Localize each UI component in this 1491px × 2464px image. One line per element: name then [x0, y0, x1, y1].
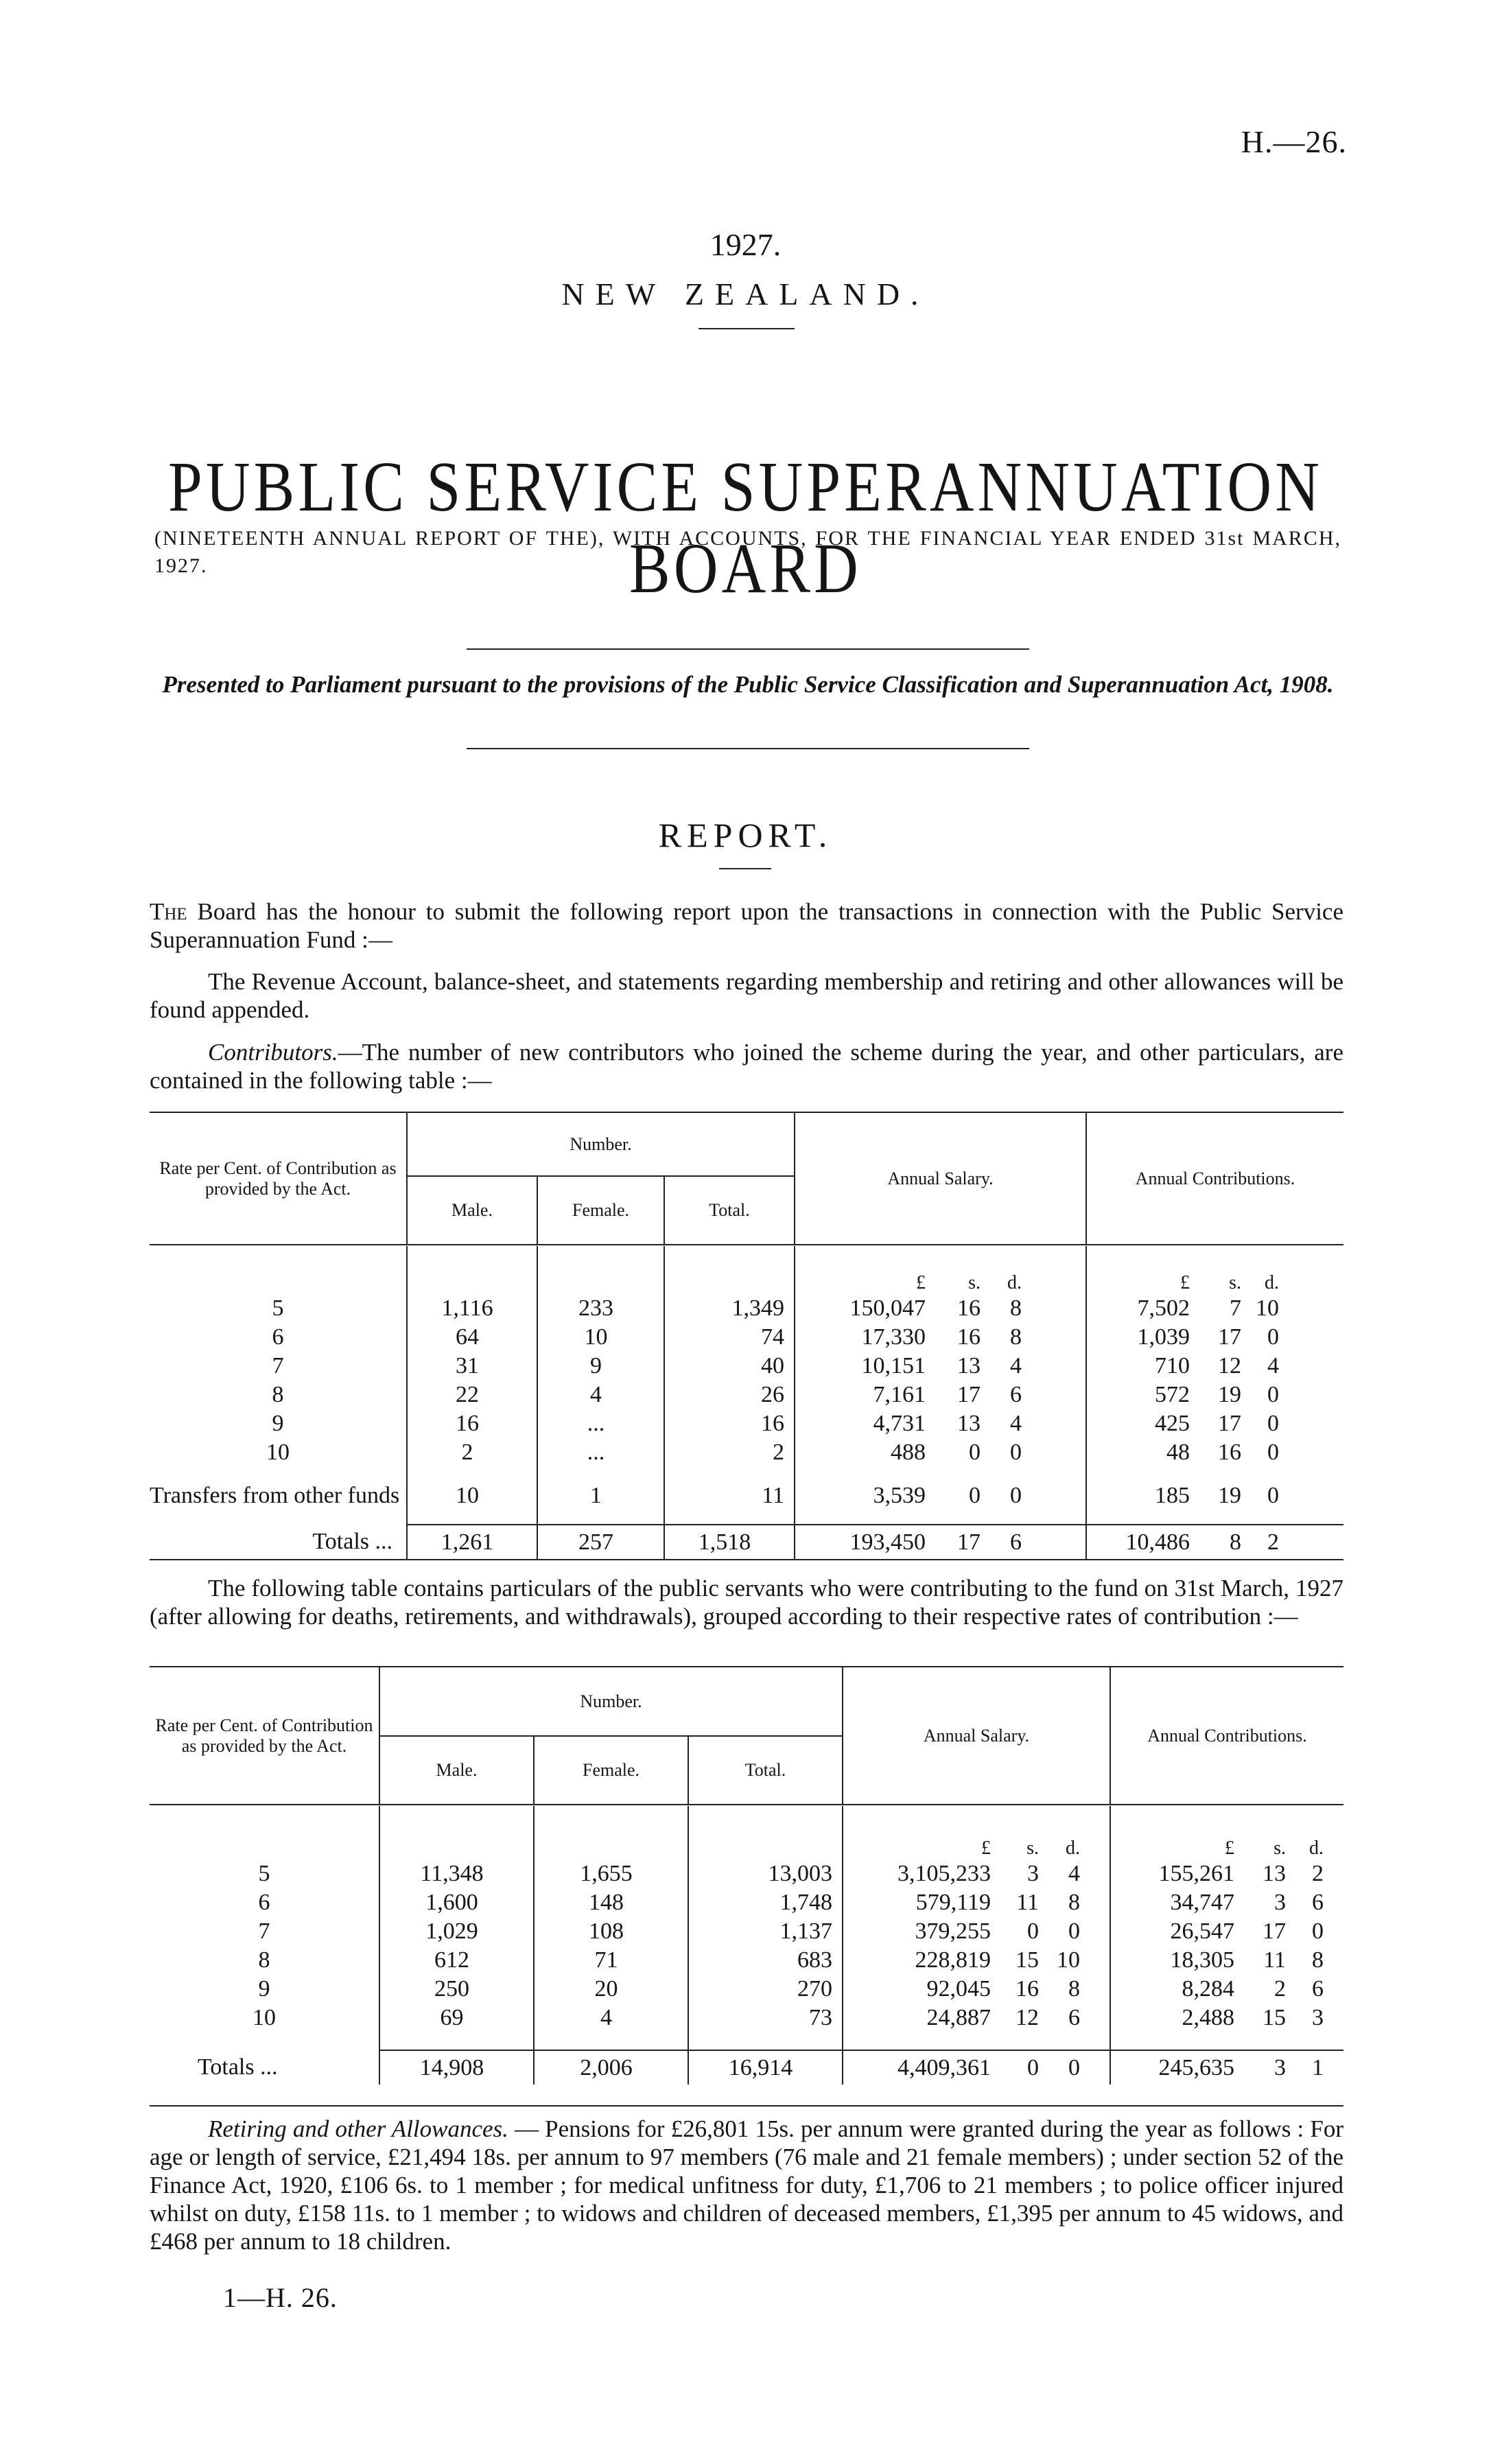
table-row [150, 1917, 1343, 1946]
row-salary: 228,819 15 10 [843, 1946, 1110, 1975]
totals-row [150, 1525, 1343, 1559]
row-contributions: 8,284 2 6 [1110, 1975, 1343, 2004]
salary-units: £ s. d. [843, 1806, 1110, 1859]
row-salary: 92,045 16 8 [843, 1975, 1110, 2004]
header-female: Female. [537, 1176, 664, 1245]
row-female: 4 [537, 1381, 664, 1409]
row-total: 1,137 [688, 1917, 843, 1946]
row-male: 31 [407, 1352, 537, 1381]
row-total: 2 [664, 1438, 795, 1467]
total-male: 1,261 [407, 1525, 537, 1559]
table-row [150, 1859, 1343, 1888]
row-salary: 3,105,233 3 4 [843, 1859, 1110, 1888]
total-female: 257 [537, 1525, 664, 1559]
header-total: Total. [664, 1176, 795, 1245]
table-row [150, 1352, 1343, 1381]
row-total: 26 [664, 1381, 795, 1409]
row-male: 16 [407, 1409, 537, 1438]
total-total: 1,518 [664, 1525, 795, 1559]
row-female: 108 [534, 1917, 688, 1946]
row-female: 233 [537, 1294, 664, 1323]
row-salary: 10,151 13 4 [795, 1352, 1086, 1381]
row-rate: 8 [272, 1382, 284, 1407]
total-female: 2,006 [534, 2050, 688, 2085]
row-contributions: 18,305 11 8 [1110, 1946, 1343, 1975]
row-rate: 6 [272, 1324, 284, 1350]
document-year: 1927. [709, 227, 782, 262]
table-rule [150, 2105, 1343, 2107]
row-male: 64 [407, 1323, 537, 1352]
row-female: 4 [534, 2004, 688, 2032]
row-salary: 488 0 0 [795, 1438, 1086, 1467]
row-female: ... [537, 1409, 664, 1438]
row-rate: 7 [258, 1919, 270, 1944]
table-row [150, 1438, 1343, 1467]
row-rate: 10 [266, 1440, 290, 1465]
header-salary: Annual Salary. [795, 1113, 1086, 1245]
header-total: Total. [688, 1736, 843, 1805]
table-row [150, 1294, 1343, 1323]
table-row [150, 1323, 1343, 1352]
table-row [150, 1975, 1343, 2004]
row-rate: 5 [258, 1861, 270, 1886]
lead-word: Contributors. [208, 1039, 338, 1066]
totals-label: Totals ... [312, 1529, 392, 1554]
paragraph-text: —The number of new contributors who joined the scheme during the year, and other particulars, are contained in the following table :— [150, 1039, 1343, 1094]
header-number: Number. [407, 1113, 795, 1176]
contrib-units: £ s. d. [1110, 1806, 1343, 1859]
row-total: 1,748 [688, 1888, 843, 1917]
row-salary: 379,255 0 0 [843, 1917, 1110, 1946]
row-contributions: 48 16 0 [1086, 1438, 1343, 1467]
total-contributions: 10,486 8 2 [1086, 1525, 1343, 1559]
row-contributions: 7,502 7 10 [1086, 1294, 1343, 1323]
total-total: 16,914 [688, 2050, 843, 2085]
salary-units: £ s. d. [795, 1246, 1086, 1294]
paragraph-accounts: The Revenue Account, balance-sheet, and statements regarding membership and retiring and other allowances will be found appended. [150, 968, 1343, 1023]
total-salary: 193,450 17 6 [795, 1525, 1086, 1559]
row-female: 1,655 [534, 1859, 688, 1888]
paragraph-text: — Pensions for £26,801 15s. per annum were granted during the year as follows : For age or length of service, £21,494 18s. per annum to 97 members (76 male and 21 female members) ; under section 52 of the Finance Act, 1920, £106 6s. to 1 member ; for medical unfitness for duty, £1,706 to 21 members ; to police officer injured whilst on duty, £158 11s. to 1 member ; to widows and children of deceased members, £1,395 per annum to 45 widows, and £468 per annum to 18 children. [150, 2115, 1343, 2255]
paragraph-allowances [150, 2115, 1343, 2255]
row-male: 612 [379, 1946, 534, 1975]
header-male: Male. [379, 1736, 534, 1805]
row-male: 1,029 [379, 1917, 534, 1946]
table-row [150, 1381, 1343, 1409]
row-contributions: 425 17 0 [1086, 1409, 1343, 1438]
row-total: 74 [664, 1323, 795, 1352]
row-rate: 8 [258, 1947, 270, 1973]
row-total: 1,349 [664, 1294, 795, 1323]
new-contributors-table [150, 1113, 1343, 1559]
row-male: 1,116 [407, 1294, 537, 1323]
row-contributions: 34,747 3 6 [1110, 1888, 1343, 1917]
row-salary: 24,887 12 6 [843, 2004, 1110, 2032]
row-total: 11 [664, 1467, 795, 1525]
table-row [150, 2004, 1343, 2032]
paragraph-intro [150, 897, 1343, 954]
totals-row [150, 2050, 1343, 2085]
row-female: 1 [537, 1467, 664, 1525]
row-female: 71 [534, 1946, 688, 1975]
row-male: 2 [407, 1438, 537, 1467]
country-heading: NEW ZEALAND. [561, 277, 930, 312]
row-total: 683 [688, 1946, 843, 1975]
paragraph-contributing: The following table contains particulars of the public servants who were contributing to the fund on 31st March, 1927 (after allowing for deaths, retirements, and withdrawals), grouped according to their respective rates of contribution :— [150, 1575, 1343, 1630]
row-rate: 9 [272, 1411, 284, 1436]
row-rate: 7 [272, 1353, 284, 1378]
document-subtitle: (NINETEENTH ANNUAL REPORT OF THE), WITH ACCOUNTS, FOR THE FINANCIAL YEAR ENDED 31st MARCH, 1927. [154, 527, 1341, 577]
total-salary: 4,409,361 0 0 [843, 2050, 1110, 2085]
row-salary: 150,047 16 8 [795, 1294, 1086, 1323]
row-rate: 10 [253, 2005, 276, 2030]
row-male: 11,348 [379, 1859, 534, 1888]
header-rate: Rate per Cent. of Contribution as provided by the Act. [155, 1715, 373, 1756]
row-total: 270 [688, 1975, 843, 2004]
presented-note: Presented to Parliament pursuant to the provisions of the Public Service Classification and Superannuation Act, 1908. [162, 671, 1334, 698]
row-contributions: 710 12 4 [1086, 1352, 1343, 1381]
divider [719, 868, 771, 869]
row-total: 73 [688, 2004, 843, 2032]
row-male: 1,600 [379, 1888, 534, 1917]
row-contributions: 26,547 17 0 [1110, 1917, 1343, 1946]
row-male: 10 [407, 1467, 537, 1525]
row-contributions: 572 19 0 [1086, 1381, 1343, 1409]
row-female: ... [537, 1438, 664, 1467]
table-row [150, 1467, 1343, 1525]
row-total: 40 [664, 1352, 795, 1381]
row-female: 10 [537, 1323, 664, 1352]
row-total: 13,003 [688, 1859, 843, 1888]
row-rate: 5 [272, 1295, 284, 1321]
row-rate: 9 [258, 1976, 270, 2002]
table-row [150, 1888, 1343, 1917]
lead-word: Retiring and other Allowances. [208, 2115, 508, 2142]
document-reference: H.—26. [1241, 124, 1347, 159]
row-contributions: 1,039 17 0 [1086, 1323, 1343, 1352]
row-salary: 579,119 11 8 [843, 1888, 1110, 1917]
paragraph-contributors [150, 1038, 1343, 1094]
header-contributions: Annual Contributions. [1110, 1667, 1343, 1805]
total-male: 14,908 [379, 2050, 534, 2085]
header-contributions: Annual Contributions. [1086, 1113, 1343, 1245]
contributing-members-table [150, 1667, 1343, 2085]
document-title: PUBLIC SERVICE SUPERANNUATION BOARD [168, 447, 1323, 608]
row-rate: Transfers from other funds [150, 1483, 400, 1508]
row-salary: 3,539 0 0 [795, 1467, 1086, 1525]
header-male: Male. [407, 1176, 537, 1245]
footer-signature: 1—H. 26. [223, 2282, 338, 2313]
row-salary: 7,161 17 6 [795, 1381, 1086, 1409]
row-rate: 6 [258, 1890, 270, 1915]
table-row [150, 1409, 1343, 1438]
divider [698, 328, 795, 329]
lead-word: The [150, 898, 187, 925]
row-male: 250 [379, 1975, 534, 2004]
row-female: 148 [534, 1888, 688, 1917]
row-female: 20 [534, 1975, 688, 2004]
table-row [150, 1946, 1343, 1975]
totals-label: Totals ... [198, 2054, 278, 2080]
row-contributions: 155,261 13 2 [1110, 1859, 1343, 1888]
row-contributions: 2,488 15 3 [1110, 2004, 1343, 2032]
paragraph-text: Board has the honour to submit the following report upon the transactions in connection with the Public Service Superannuation Fund :— [150, 898, 1343, 953]
row-female: 9 [537, 1352, 664, 1381]
header-female: Female. [534, 1736, 688, 1805]
table-rule [150, 1559, 1343, 1560]
total-contributions: 245,635 3 1 [1110, 2050, 1343, 2085]
divider [467, 748, 1029, 749]
row-male: 69 [379, 2004, 534, 2032]
row-salary: 4,731 13 4 [795, 1409, 1086, 1438]
row-total: 16 [664, 1409, 795, 1438]
divider [467, 648, 1029, 650]
header-number: Number. [379, 1667, 843, 1736]
header-rate: Rate per Cent. of Contribution as provided by the Act. [159, 1158, 397, 1199]
report-heading: REPORT. [658, 816, 833, 854]
contrib-units: £ s. d. [1086, 1246, 1343, 1294]
row-contributions: 185 19 0 [1086, 1467, 1343, 1525]
row-male: 22 [407, 1381, 537, 1409]
row-salary: 17,330 16 8 [795, 1323, 1086, 1352]
header-salary: Annual Salary. [843, 1667, 1110, 1805]
